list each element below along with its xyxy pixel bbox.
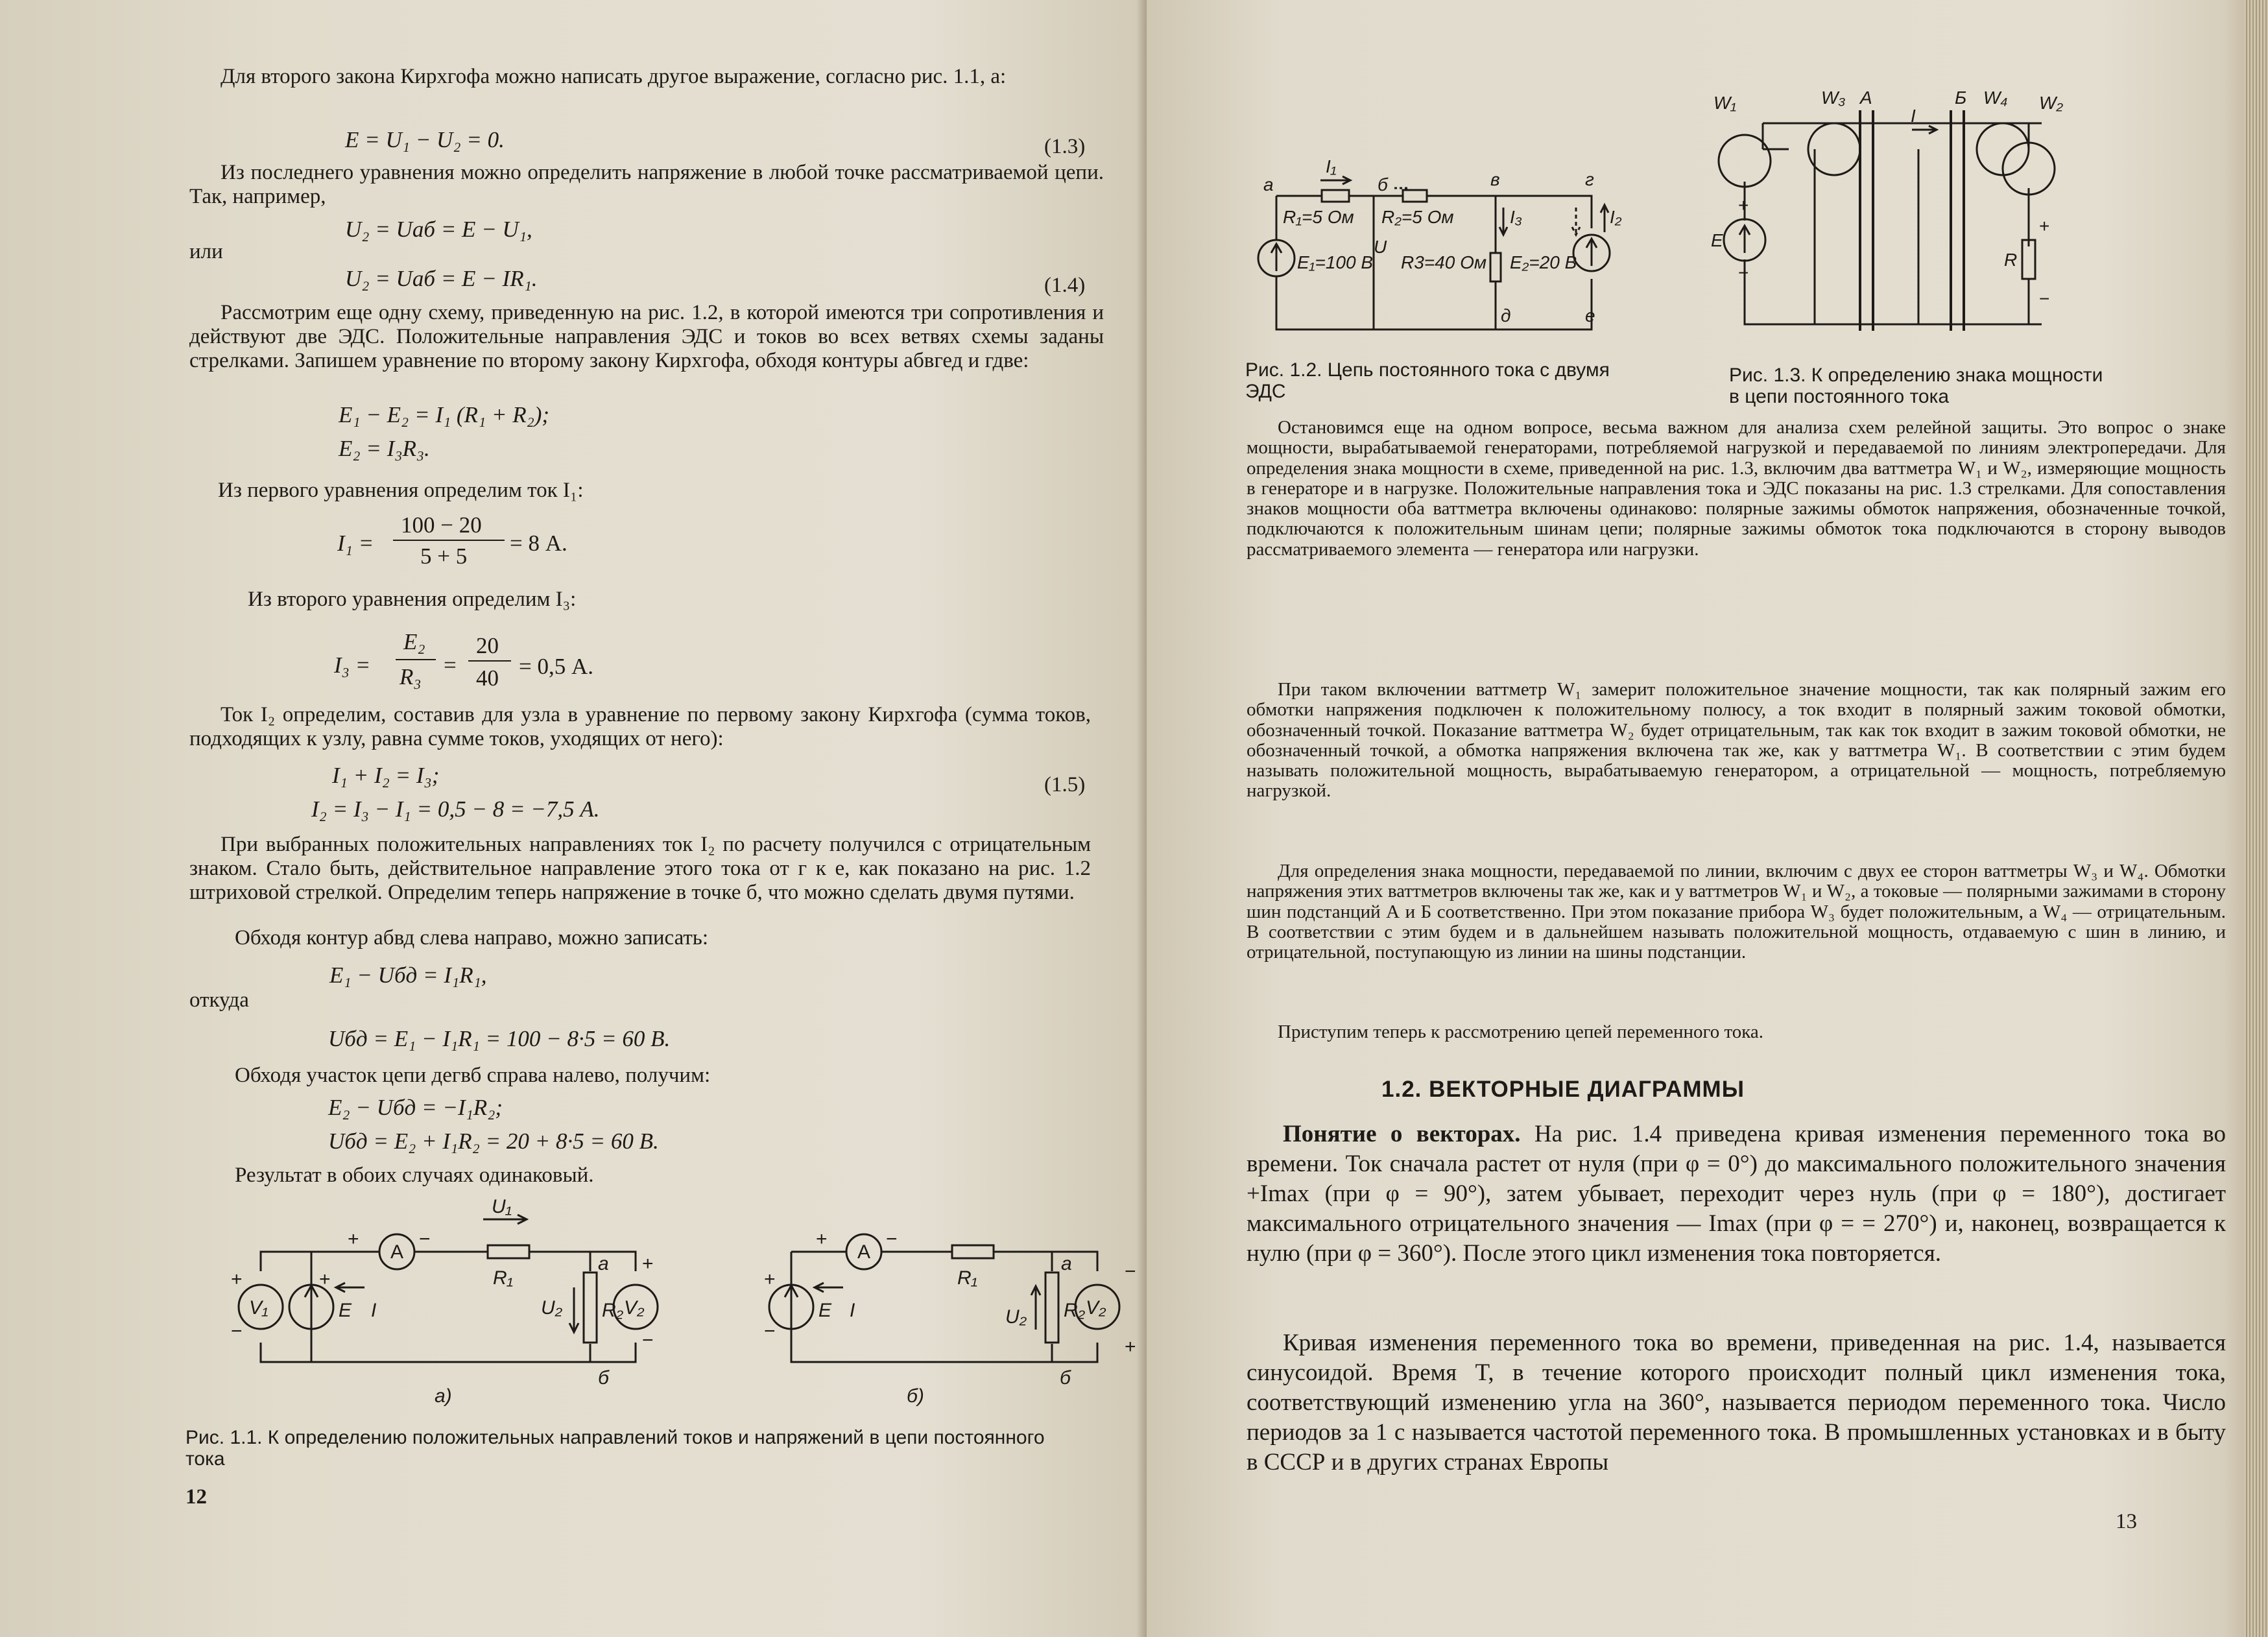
fig11-u2-b: U₂ [1005, 1306, 1027, 1328]
equation-i1-denominator: 5 + 5 [420, 544, 468, 569]
fig11-node-a-a: а [598, 1253, 609, 1274]
fig12-e1: E₁=100 В [1297, 252, 1374, 272]
fig11-r2-b: R₂ [1064, 1300, 1086, 1321]
paragraph-find-i1: Из первого уравнения определим ток I₁: [218, 479, 584, 502]
equation-i3-result: = 0,5 А. [519, 654, 594, 679]
fig11-node-b-b: б [1060, 1367, 1071, 1389]
fig12-node-d: д [1501, 305, 1511, 326]
fig11-sub-a: а) [435, 1385, 452, 1407]
fig13-plus-2: + [2039, 216, 2050, 236]
fig12-node-v: в [1490, 169, 1500, 189]
equation-1-3: E = U₁ − U₂ = 0. [345, 127, 505, 152]
fig11-e-a: E [339, 1300, 352, 1321]
equation-i1-fraction-bar [393, 540, 505, 541]
fig12-node-g: г [1585, 169, 1594, 189]
paragraph-vector-concept [1247, 1119, 2226, 1269]
fig11-plus-2: + [231, 1269, 243, 1290]
fig11-r2-a: R₂ [602, 1300, 624, 1321]
paragraph-voltage-any-point: Из последнего уравнения можно определить напряжение в любой точке рассматриваемой цепи. Так, например, [189, 161, 1104, 208]
equation-kirchhoff-loop-2: E₂ = I₃R₃. [339, 436, 430, 461]
paragraph-negative-current: При выбранных положительных направлениях ток I₂ по расчету получился с отрицательным знаком. Стало быть, действительное направление этого тока от г к е, как показано на рис. 1.2 штриховой стрелкой. Определим теперь напряжение в точке б, что можно сделать двумя путями. [189, 833, 1091, 904]
word-or: или [189, 240, 223, 263]
fig12-node-e: е [1585, 305, 1595, 326]
paragraph-power-sign: Остановимся еще на одном вопросе, весьма важном для анализа схем релейной защиты. Это вопрос о знаке мощности, вырабатываемой генераторами, потребляемой нагрузкой и передаваемой по линиям электропередачи. Для определения знака мощности в схеме, приведенной на рис. 1.3, включим два ваттметра W₁ и W₂, измеряющие мощность в генераторе и в нагрузке. Положительные направления тока и ЭДС показаны на рис. 1.3 стрелками. Для сопоставления знаков мощности оба ваттметра включены одинаково: полярные зажимы обмоток напряжения, обозначенные точкой, подключаются к положительным шинам цепи; полярные зажимы обмоток тока подключаются в сторону выводов рассматриваемого элемента — генератора или нагрузки. [1247, 417, 2226, 560]
fig13-bus-b: Б [1955, 88, 1967, 108]
fig11-plus-5: + [816, 1228, 828, 1250]
fig11-v2-b: V₂ [1086, 1297, 1106, 1319]
paragraph-loop-abvd: Обходя контур абвд слева направо, можно записать: [235, 926, 709, 950]
figure-1-3-wattmeters [1704, 84, 2068, 344]
fig11-minus-4: − [886, 1228, 898, 1250]
paragraph-result: Результат в обоих случаях одинаковый. [235, 1164, 594, 1187]
paragraph-sinusoid: Кривая изменения переменного тока во времени, приведенная на рис. 1.4, называется синусоидой. Время T, в течение которого происходит полный цикл изменения тока, соответствующий изменению угла на 360°, называется периодом переменного тока. Число периодов за 1 с называется частотой переменного тока. В промышленных установках и в быту в СССР и в других странах Европы [1247, 1330, 2226, 1476]
equation-number-1-5: (1.5) [1044, 773, 1086, 796]
fig13-bus-a: А [1860, 88, 1872, 108]
paragraph-second-scheme: Рассмотрим еще одну схему, приведенную на рис. 1.2, в которой имеются три сопротивления и действуют две ЭДС. Положительные направления ЭДС и токов во всех ветвях схемы заданы стрелками. Запишем уравнение по второму закону Кирхгофа, обходя контуры абвгед и гдве: [189, 301, 1104, 372]
equation-number-1-3: (1.3) [1044, 135, 1086, 158]
fig12-r3: R3=40 Ом [1401, 252, 1487, 272]
fig11-e-b: E [818, 1300, 832, 1321]
fig13-w2: W₂ [2039, 93, 2064, 113]
equation-i3-den2: 40 [476, 665, 499, 691]
fig11-minus-3: − [642, 1330, 654, 1351]
equation-i3-bar2 [468, 660, 511, 662]
fig11-plus-1: + [348, 1228, 359, 1250]
equation-i3-num2: 20 [476, 633, 499, 658]
fig13-e: E [1711, 230, 1723, 250]
equation-i1-left: I₁ = [337, 531, 374, 556]
page-number-12: 12 [185, 1485, 207, 1509]
equation-i3-left: I₃ = [334, 652, 371, 678]
paragraph-find-i2: Ток I₂ определим, составив для узла в уравнение по первому закону Кирхгофа (сумма токов, подходящих к узлу, равна сумме токов, уходящих от него): [189, 703, 1091, 750]
fig11-plus-7: + [1125, 1336, 1136, 1357]
figure-1-2-circuit [1244, 149, 1659, 344]
fig13-minus-2: − [2039, 289, 2050, 309]
fig11-v1-a: V₁ [249, 1297, 269, 1319]
caption-fig-1-3: Рис. 1.3. К определению знака мощности в цепи постоянного тока [1729, 364, 2103, 407]
fig11-node-b-a: б [598, 1367, 609, 1389]
fig11-r1-b: R₁ [957, 1267, 978, 1289]
fig11-ammeter-b: A [857, 1241, 871, 1263]
figure-1-1-circuits [221, 1193, 1136, 1414]
fig13-r: R [2004, 250, 2018, 270]
fig12-i2: I₂ [1610, 207, 1622, 227]
fig11-i-a: I [371, 1300, 377, 1321]
fig13-plus-1: + [1738, 195, 1749, 215]
fig11-minus-5: − [764, 1320, 776, 1342]
fig11-plus-3: + [319, 1269, 331, 1290]
fig12-i1: I₁ [1326, 156, 1337, 176]
fig12-r1: R₁=5 Ом [1283, 207, 1354, 227]
fig13-w4: W₄ [1983, 88, 2008, 108]
fig12-u: U [1374, 237, 1387, 257]
fig12-r2: R₂=5 Ом [1381, 207, 1454, 227]
equation-1-4: U₂ = Uаб = E − IR₁. [345, 266, 538, 291]
paragraph-wattmeters-line: Для определения знака мощности, передаваемой по линии, включим с двух ее сторон ваттметры W₃ и W₄. Обмотки напряжения этих ваттметров включены так же, как и у ваттметров W₁ и W₂, а токовые — полярными зажимами в сторону шин подстанций А и Б соответственно. При этом показание прибора W₃ будет положительным, а W₄ — отрицательным. В соответствии с этим будем и в дальнейшем называть положительной мощность, отдаваемую с шин в линию, и отрицательной, поступающую из линии на шины подстанции. [1247, 861, 2226, 963]
equation-kirchhoff-loop-1: E₁ − E₂ = I₁ (R₁ + R₂); [339, 402, 550, 427]
fig11-minus-6: − [1125, 1261, 1136, 1282]
fig11-sub-b: б) [907, 1385, 924, 1407]
paragraph-segment-degvb: Обходя участок цепи дегвб справа налево, получим: [235, 1064, 711, 1087]
page-number-13: 13 [2116, 1510, 2137, 1533]
fig12-node-a: а [1263, 174, 1274, 195]
fig12-i3: I₃ [1510, 207, 1522, 227]
equation-ubd-1: Uбд = E₁ − I₁R₁ = 100 − 8·5 = 60 В. [328, 1026, 671, 1051]
fig11-u2-a: U₂ [541, 1297, 563, 1319]
fig12-node-b: б [1378, 174, 1388, 195]
equation-loop-degvb: E₂ − Uбд = −I₁R₂; [328, 1095, 503, 1120]
right-page [1147, 0, 2268, 1637]
fig11-plus-6: + [764, 1269, 776, 1290]
fig13-minus-1: − [1738, 263, 1749, 283]
equation-loop-abvd: E₁ − Uбд = I₁R₁, [329, 962, 487, 988]
equation-i3-bar1 [396, 659, 436, 660]
fig12-e2: E₂=20 В [1510, 252, 1577, 272]
fig13-w3: W₃ [1821, 88, 1846, 108]
fig11-ammeter-a: A [390, 1241, 404, 1263]
fig11-r1-a: R₁ [493, 1267, 514, 1289]
paragraph-ac-intro: Приступим теперь к рассмотрению цепей переменного тока. [1278, 1022, 1764, 1042]
equation-i1-result: = 8 А. [510, 531, 567, 556]
fig13-current: I [1911, 106, 1916, 126]
fig11-minus-1: − [419, 1228, 431, 1250]
equation-u2-1: U₂ = Uаб = E − U₁, [345, 217, 532, 242]
equation-number-1-4: (1.4) [1044, 274, 1086, 297]
fig11-node-a-b: а [1061, 1253, 1072, 1274]
section-heading-vector-diagrams: 1.2. ВЕКТОРНЫЕ ДИАГРАММЫ [1381, 1077, 1745, 1102]
fig11-plus-4: + [642, 1253, 654, 1274]
paragraph-find-i3: Из второго уравнения определим I₃: [248, 588, 577, 611]
equation-i3-den1: R₃ [400, 664, 422, 689]
equation-1-5: I₁ + I₂ = I₃; [332, 763, 440, 788]
word-whence: откуда [189, 988, 249, 1012]
fig11-u1: U₁ [492, 1196, 512, 1217]
equation-ubd-2: Uбд = E₂ + I₁R₂ = 20 + 8·5 = 60 В. [328, 1129, 659, 1154]
paragraph-kirchhoff-intro: Для второго закона Кирхгофа можно написать другое выражение, согласно рис. 1.1, а: [221, 65, 1007, 88]
equation-i1-numerator: 100 − 20 [401, 512, 482, 538]
fig11-v2-a: V₂ [624, 1297, 645, 1319]
fig11-i-b: I [850, 1300, 855, 1321]
fig13-w1: W₁ [1713, 93, 1737, 113]
term-vectors: Понятие о векторах. [1283, 1121, 1521, 1147]
paragraph-vector-text: На рис. 1.4 приведена кривая изменения переменного тока во времени. Ток сначала растет от нуля (при φ = 0°) до максимального положительного значения +Imax (при φ = 90°), затем убывает, переходит через нуль (при φ = 180°), достигает максимального отрицательного значения — Imax (при φ = = 270°) и, наконец, возвращается к нулю (при φ = 360°). После этого цикл изменения тока повторяется. [1247, 1121, 2226, 1267]
equation-i3-equals: = [444, 652, 457, 678]
caption-fig-1-1: Рис. 1.1. К определению положительных направлений токов и напряжений в цепи постоянного тока [185, 1427, 1045, 1470]
equation-i3-num1: E₂ [403, 629, 425, 654]
paragraph-wattmeter-w1: При таком включении ваттметр W₁ замерит положительное значение мощности, так как полярный зажим его обмотки напряжения подключен к положительному полюсу, а ток входит в полярный зажим токовой обмотки, обозначенный точкой. Показание ваттметра W₂ будет отрицательным, так как ток входит в зажим токовой обмотки, не обозначенный точкой, а обмотка напряжения включена так же, как у ваттметра W₁. В соответствии с этим будем называть положительной мощность, вырабатываемую генератором, а отрицательной — мощность, потребляемую нагрузкой. [1247, 679, 2226, 802]
fig11-minus-2: − [231, 1320, 243, 1342]
caption-fig-1-2: Рис. 1.2. Цепь постоянного тока с двумя ЭДС [1245, 359, 1610, 402]
equation-i2-value: I₂ = I₃ − I₁ = 0,5 − 8 = −7,5 А. [311, 796, 600, 822]
book-page-edges [2244, 0, 2268, 1637]
